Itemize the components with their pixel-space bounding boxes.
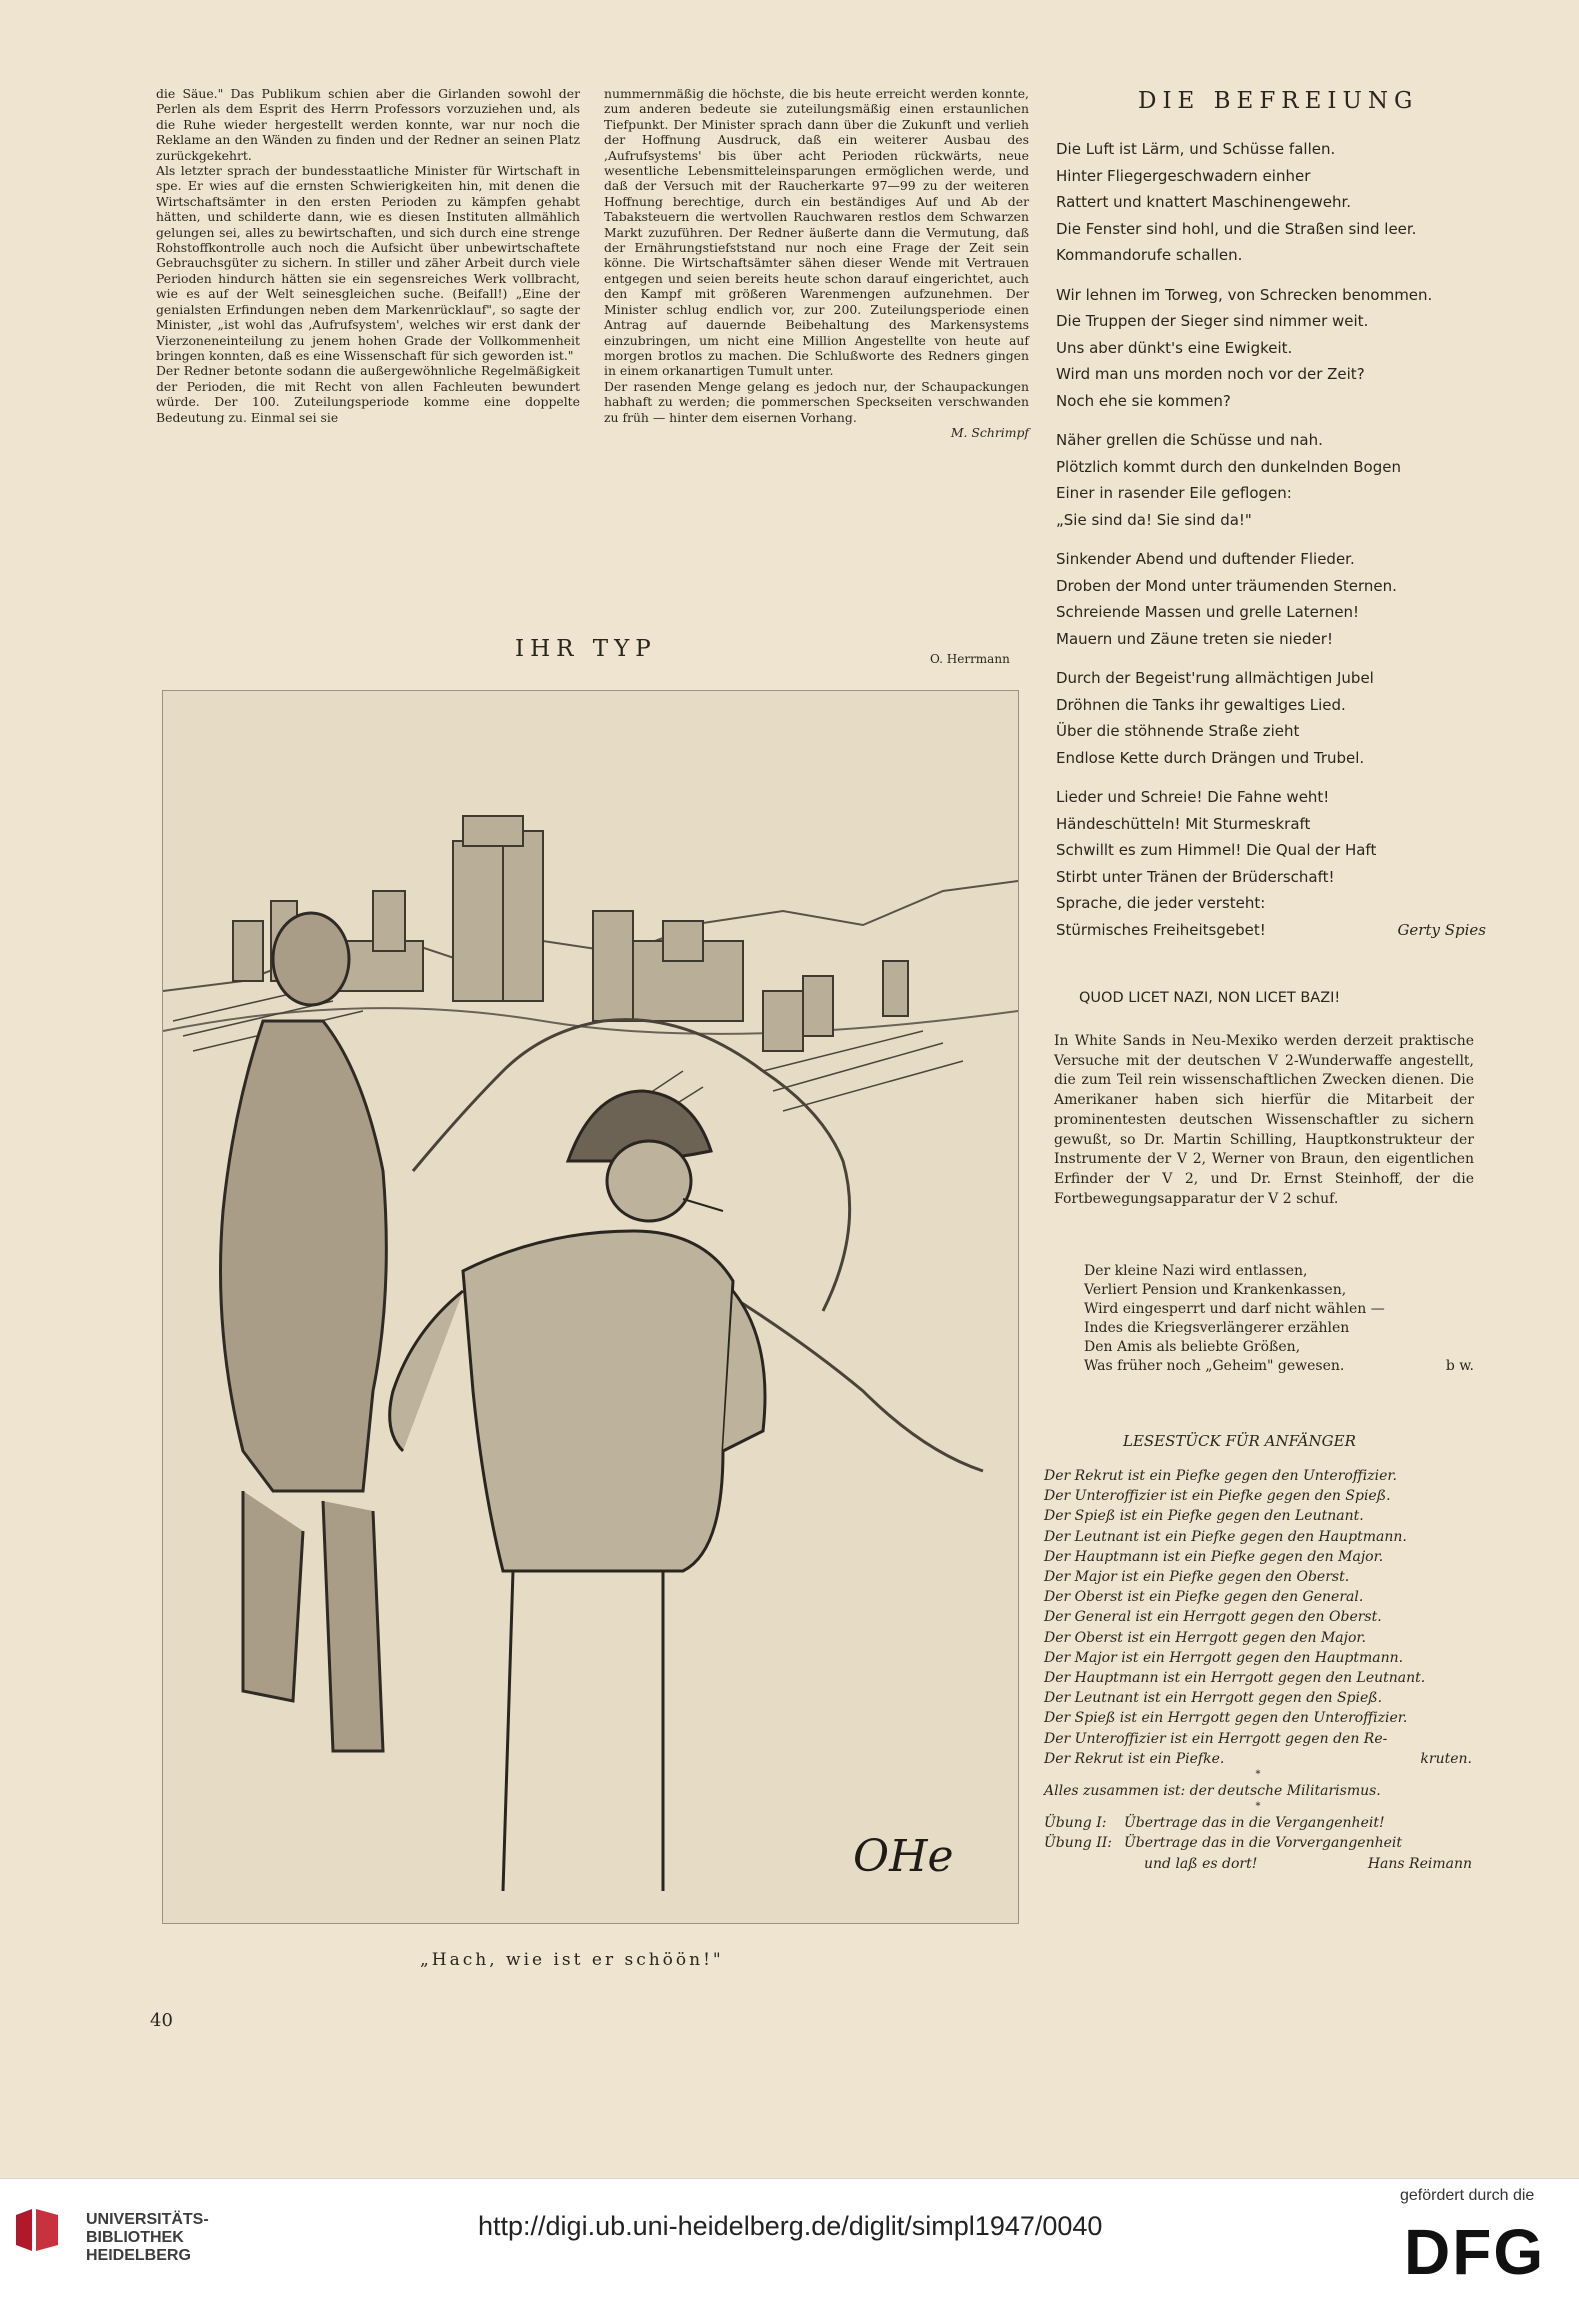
verse-line: Den Amis als beliebte Größen,	[1084, 1339, 1301, 1355]
dfg-logo: DFG	[1404, 2216, 1546, 2288]
artist-signature: OHe	[853, 1831, 954, 1882]
text-line: Der Unteroffizier ist ein Herrgott gegen den Re-	[1044, 1730, 1388, 1747]
verse-line: Die Luft ist Lärm, und Schüsse fallen.	[1056, 140, 1336, 158]
text-line: Der Oberst ist ein Herrgott gegen den Major.	[1044, 1629, 1366, 1646]
verse-line: Endlose Kette durch Drängen und Trubel.	[1056, 748, 1365, 767]
paragraph: Als letzter sprach der bundesstaatliche Minister für Wirtschaft in spe. Er wies auf die ernsten Schwierigkeiten hin, mit denen die Wirtschaftsämter in den ersten Perioden zu kämpfen gehabt hätten, und schilderte dann, wie es diesen Instituten allmählich gelungen sei, alles zu bewirtschaften, und sich durch eine strenge Rohstoffkontrolle auch noch die Aufsicht über unbewirtschaftete Gebrauchsgüter zu sichern. In stiller und zäher Arbeit durch viele Perioden hindurch hätten sie ein segensreiches Werk vollbracht, wie es auf der Welt seinesgleichen suche. (Beifall!) „Eine der genialsten Erfindungen neben dem Markenrücklauf", so sagte der Minister, „ist wohl das ,Aufrufsystem', welches wir erst dank der Vierzoneneinteilung zu jenem hohen Grade der Vollkommenheit bringen konnten, daß es eine Wissenschaft für sich geworden ist."	[156, 163, 580, 363]
text-line: Der Oberst ist ein Piefke gegen den General.	[1044, 1589, 1364, 1606]
stanza	[1056, 665, 1486, 771]
page-number: 40	[150, 2010, 173, 2031]
exercise-1: Übung I: Übertrage das in die Vergangenheit!	[1044, 1815, 1385, 1832]
verse-line: Verliert Pension und Krankenkassen,	[1084, 1282, 1347, 1298]
university-library-logo-icon	[14, 2207, 60, 2253]
text-line: Der Hauptmann ist ein Herrgott gegen den Leutnant.	[1044, 1670, 1426, 1687]
stanza	[1056, 282, 1486, 415]
paragraph: nummernmäßig die höchste, die bis heute erreicht werden konnte, zum anderen bedeute sie zuteilungsmäßig einen erstaunlichen Tiefpunkt. Der Minister sprach dann über die Zukunft und verlieh der Hoffnung Ausdruck, daß ein weiterer Ausbau des ,Aufrufsystems' bis über acht Perioden rückwärts, neue wesentliche Lebensmitteleinsparungen ermöglichen werde, und daß der Versuch mit der Raucherkarte 97—99 zu der weiteren Hoffnung berechtige, durch ein beständiges Auf und Ab der Tabaksteuern die wertvollen Rauchwaren restlos dem Schwarzen Markt zuzuführen. Der Redner äußerte dann die Vermutung, daß der Ernährungstiefststand nur noch eine Frage der Zeit sein könne. Die Wirtschaftsämter sähen dieser Wende mit Vertrauen entgegen und seien bereits heute schon darauf eingerichtet, auch den Kampf mit größeren Warenmengen aufzunehmen. Der Minister schlug endlich vor, zur 200. Zuteilungsperiode einen Antrag auf dauernde Beibehaltung des Markensystems einzubringen, um nicht eine Million Angestellte von heute auf morgen brotlos zu machen. Die Schlußworte des Redners gingen in einem orkanartigen Tumult unter.	[604, 86, 1029, 379]
verse-line: Einer in rasender Eile geflogen:	[1056, 484, 1292, 502]
verse-line: Schwillt es zum Himmel! Die Qual der Haft	[1056, 841, 1377, 859]
verse-line: Die Fenster sind hohl, und die Straßen sind leer.	[1056, 219, 1417, 238]
cartoon-caption: „Hach, wie ist er schöön!"	[420, 1950, 724, 1970]
university-library-name: UNIVERSITÄTS- BIBLIOTHEK HEIDELBERG	[86, 2211, 209, 2264]
stanza	[1056, 136, 1486, 269]
lesestueck-author: Hans Reimann	[1367, 1855, 1472, 1872]
cartoon-drawing	[163, 691, 1018, 1923]
last-verse-row	[1056, 917, 1486, 944]
text-line: Der Unteroffizier ist ein Piefke gegen den Spieß.	[1044, 1488, 1391, 1505]
funding-label: gefördert durch die	[1400, 2187, 1535, 2204]
quod-licet-body: In White Sands in Neu-Mexiko werden derzeit praktische Versuche mit der deutschen V 2-Wunderwaffe angestellt, die zum Teil rein wissenschaftlichen Zwecken dienen. Die Amerikaner haben sich hierfür die Mitarbeit der prominentesten deutschen Wissenschaftler zu sichern gewußt, so Dr. Martin Schilling, Hauptkonstrukteur der Instrumente der V 2, Werner von Braun, den eigentlichen Erfinder der V 2, und Dr. Ernst Steinhoff, der die Fortbewegungsapparatur der V 2 schuf.	[1054, 1033, 1474, 1207]
text-line: Der Leutnant ist ein Herrgott gegen den Spieß.	[1044, 1690, 1383, 1707]
exercise-2-cont: und laß es dort! Hans Reimann	[1044, 1854, 1472, 1874]
verse-line: Droben der Mond unter träumenden Sternen.	[1056, 576, 1397, 595]
summary-line: Alles zusammen ist: der deutsche Militarismus.	[1044, 1783, 1381, 1800]
text-line: Der General ist ein Herrgott gegen den Oberst.	[1044, 1609, 1382, 1626]
verse-line: Wird eingesperrt und darf nicht wählen —	[1084, 1301, 1385, 1317]
quod-licet-title: QUOD LICET NAZI, NON LICET BAZI!	[1079, 990, 1341, 1006]
verse-line: Durch der Begeist'rung allmächtigen Jubel	[1056, 669, 1374, 687]
last-line-row: Der Rekrut ist ein Piefke. kruten.	[1044, 1750, 1472, 1767]
paragraph: Der Redner betonte sodann die außergewöhnliche Regelmäßigkeit der Perioden, die mit Recht von allen Fachleuten bewundert würde. Der 100. Zuteilungsperiode komme eine doppelte Bedeutung zu. Einmal sei sie	[156, 363, 580, 425]
verse-line: Schreiende Massen und grelle Laternen!	[1056, 603, 1360, 621]
verse-line: Der kleine Nazi wird entlassen,	[1084, 1263, 1308, 1279]
lesestueck-body	[1044, 1466, 1472, 1874]
verse-line: Sinkender Abend und duftender Flieder.	[1056, 550, 1355, 568]
verse-line: Stürmisches Freiheitsgebet!	[1056, 920, 1266, 939]
verse-line: Plötzlich kommt durch den dunkelnden Bogen	[1056, 457, 1401, 476]
poem	[1056, 136, 1486, 956]
verse-line: Stirbt unter Tränen der Brüderschaft!	[1056, 867, 1335, 886]
verse-line: Indes die Kriegsverlängerer erzählen	[1084, 1320, 1350, 1336]
verse-line: Wir lehnen im Torweg, von Schrecken benommen.	[1056, 285, 1433, 304]
stanza	[1056, 784, 1486, 943]
text-line: Der Hauptmann ist ein Piefke gegen den Major.	[1044, 1548, 1384, 1565]
separator-star: *	[1255, 1801, 1261, 1813]
paragraph: die Säue." Das Publikum schien aber die Girlanden sowohl der Perlen als dem Esprit des Herrn Professors vorzuziehen und, als die Ruhe wieder hergestellt werden konnte, war nur noch die Reklame an den Wänden zu finden und der Redner an seinen Platz zurückgekehrt.	[156, 86, 580, 163]
verse-line: Sprache, die jeder versteht:	[1056, 894, 1266, 912]
article-signature: M. Schrimpf	[950, 424, 1029, 440]
text-line: Der Rekrut ist ein Piefke gegen den Unteroffizier.	[1044, 1468, 1397, 1484]
verse-line: Uns aber dünkt's eine Ewigkeit.	[1056, 338, 1293, 357]
lesestueck-title: LESESTÜCK FÜR ANFÄNGER	[1123, 1432, 1356, 1450]
verse-line: Was früher noch „Geheim" gewesen. b w.	[1084, 1358, 1474, 1374]
verse-line: Dröhnen die Tanks ihr gewaltiges Lied.	[1056, 695, 1346, 714]
stanza	[1056, 546, 1486, 652]
paragraph: Der rasenden Menge gelang es jedoch nur, der Schaupackungen habhaft zu werden; die pommerschen Speckseiten verschwanden zu früh — hinter dem eisernen Vorhang.	[604, 378, 1029, 425]
article-column-1	[156, 86, 580, 425]
text-line: Der Spieß ist ein Piefke gegen den Leutnant.	[1044, 1508, 1364, 1525]
verse-line: Noch ehe sie kommen?	[1056, 391, 1231, 410]
verse-line: Näher grellen die Schüsse und nah.	[1056, 431, 1323, 449]
verse-line: Rattert und knattert Maschinengewehr.	[1056, 193, 1352, 211]
verse-line: „Sie sind da! Sie sind da!"	[1056, 510, 1252, 529]
verse-line: Lieder und Schreie! Die Fahne weht!	[1056, 788, 1330, 806]
cartoon-author: O. Herrmann	[930, 652, 1010, 666]
verse-line: Mauern und Zäune treten sie nieder!	[1056, 629, 1333, 648]
verse-line: Hinter Fliegergeschwadern einher	[1056, 166, 1311, 185]
poem-title: DIE BEFREIUNG	[1138, 88, 1419, 114]
text-line: Der Major ist ein Herrgott gegen den Hauptmann.	[1044, 1649, 1404, 1666]
cartoon-title: IHR TYP	[515, 636, 657, 662]
text-line: Der Spieß ist ein Herrgott gegen den Unteroffizier.	[1044, 1710, 1408, 1727]
verse-line: Die Truppen der Sieger sind nimmer weit.	[1056, 312, 1369, 330]
digital-library-link[interactable]: http://digi.ub.uni-heidelberg.de/diglit/simpl1947/0040	[478, 2211, 1103, 2241]
footer-bar	[0, 2178, 1579, 2303]
poem-author: Gerty Spies	[1397, 920, 1486, 939]
verse-line: Wird man uns morden noch vor der Zeit?	[1056, 365, 1365, 383]
verse-line: Händeschütteln! Mit Sturmeskraft	[1056, 814, 1311, 833]
stanza	[1056, 427, 1486, 533]
quod-licet-author: b w.	[1445, 1358, 1474, 1374]
separator-star: *	[1255, 1769, 1261, 1781]
quod-licet-verse	[1084, 1262, 1474, 1376]
article-column-2	[604, 86, 1029, 440]
cartoon-illustration	[162, 690, 1019, 1924]
exercise-2: Übung II: Übertrage das in die Vorvergangenheit	[1044, 1835, 1402, 1852]
text-line: Der Leutnant ist ein Piefke gegen den Hauptmann.	[1044, 1528, 1407, 1545]
verse-line: Über die stöhnende Straße zieht	[1056, 722, 1300, 740]
verse-line: Kommandorufe schallen.	[1056, 246, 1243, 264]
text-line: Der Major ist ein Piefke gegen den Oberst.	[1044, 1569, 1350, 1586]
